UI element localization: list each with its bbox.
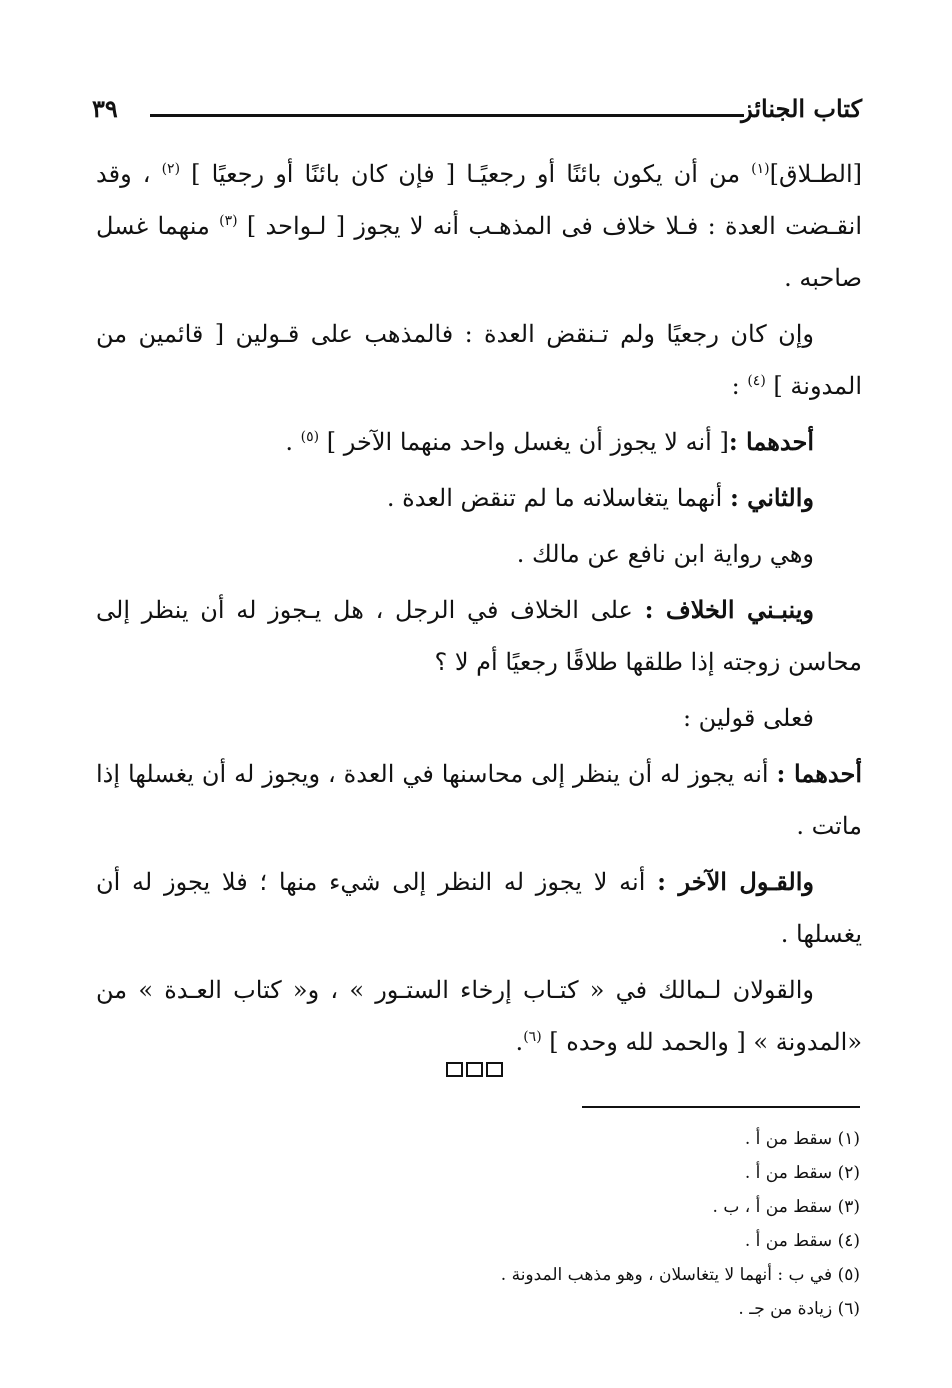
footnote-item: (٣) سقط من أ ، ب .	[712, 1197, 860, 1217]
paragraph-4: والثاني : أنهما يتغاسلانه ما لم تنقض العدة .	[386, 483, 814, 512]
lead-term: والثاني :	[729, 483, 814, 512]
footnote-item: (٤) سقط من أ .	[744, 1231, 860, 1251]
paragraph-9: والقـول الآخر : أنه لا يجوز له النظر إلى شيء منها ؛ فلا يجوز له أن يغسلها .	[96, 867, 862, 948]
lead-term: والقـول الآخر :	[657, 867, 814, 896]
paragraph-7: فعلى قولين :	[682, 704, 814, 732]
lead-term: أحدهما :	[728, 427, 814, 456]
footnote-item: (٢) سقط من أ .	[744, 1163, 860, 1183]
lead-term: وينبـني الخلاف :	[644, 595, 814, 624]
paragraph-2: وإن كان رجعيًا ولم تـنقض العدة : فالمذهب على قـولين [ قائمين من المدونة ] $^{(٤)}$ :	[96, 320, 862, 400]
footnote-item: (٦) زيادة من جـ .	[738, 1299, 860, 1319]
footnote-ref-4[interactable]: (٤)	[747, 373, 766, 389]
footnote-ref-1[interactable]: (١)	[751, 161, 770, 177]
paragraph-10: والقولان لـمالك في « كتـاب إرخاء الستـور » ، و« كتاب العـدة » من «المدونة » [ والحمد لله وحده ] $^{(٦)}$.	[96, 976, 862, 1056]
page-number: ٣٩	[92, 94, 118, 123]
paragraph-5: وهي رواية ابن نافع عن مالك .	[516, 540, 814, 568]
footnotes	[360, 1122, 860, 1326]
footnote-separator	[582, 1106, 860, 1108]
footnote-ref-5[interactable]: (٥)	[300, 429, 320, 445]
footnote-ref-3[interactable]: (٣)	[219, 213, 238, 229]
paragraph-6: وينبـني الخلاف : على الخلاف في الرجل ، هل يـجوز له أن ينظر إلى محاسن زوجته إذا طلقها طلاقًا رجعيًا أم لا ؟	[96, 595, 862, 676]
ornament-square-icon	[446, 1062, 463, 1077]
footnote-item: (٥) في ب : أنهما لا يتغاسلان ، وهو مذهب المدونة .	[500, 1265, 860, 1285]
footnote-item: (١) سقط من أ .	[744, 1129, 860, 1149]
running-header	[92, 92, 862, 136]
ornament-square-icon	[486, 1062, 503, 1077]
footnote-ref-2[interactable]: (٢)	[161, 161, 181, 177]
chapter-title: كتاب الجنائز	[741, 94, 862, 123]
paragraph-8: أحدهما : أنه يجوز له أن ينظر إلى محاسنها في العدة ، ويجوز له أن يغسلها إذا ماتت .	[96, 759, 862, 840]
lead-term: أحدهما :	[776, 759, 862, 788]
paragraph-3: أحدهما :[ أنه لا يجوز أن يغسل واحد منهما الآخر ] $^{(٥)}$ .	[285, 427, 814, 456]
header-rule	[150, 114, 744, 117]
main-text	[96, 148, 862, 1072]
section-end-ornament	[446, 1062, 518, 1084]
paragraph-1: [الطـلاق]$^{(١)}$ من أن يكون بائنًا أو رجعيًـا [ فإن كان بائنًا أو رجعيًا ] $^{(٢)}$ ، وقد انقـضت العدة : فـلا خلاف فى المذهـب أنه لا يجوز [ لـواحد ] $^{(٣)}$ منهما غسل صاحبه .	[96, 160, 863, 292]
footnote-ref-6[interactable]: (٦)	[523, 1029, 542, 1045]
ornament-square-icon	[466, 1062, 483, 1077]
